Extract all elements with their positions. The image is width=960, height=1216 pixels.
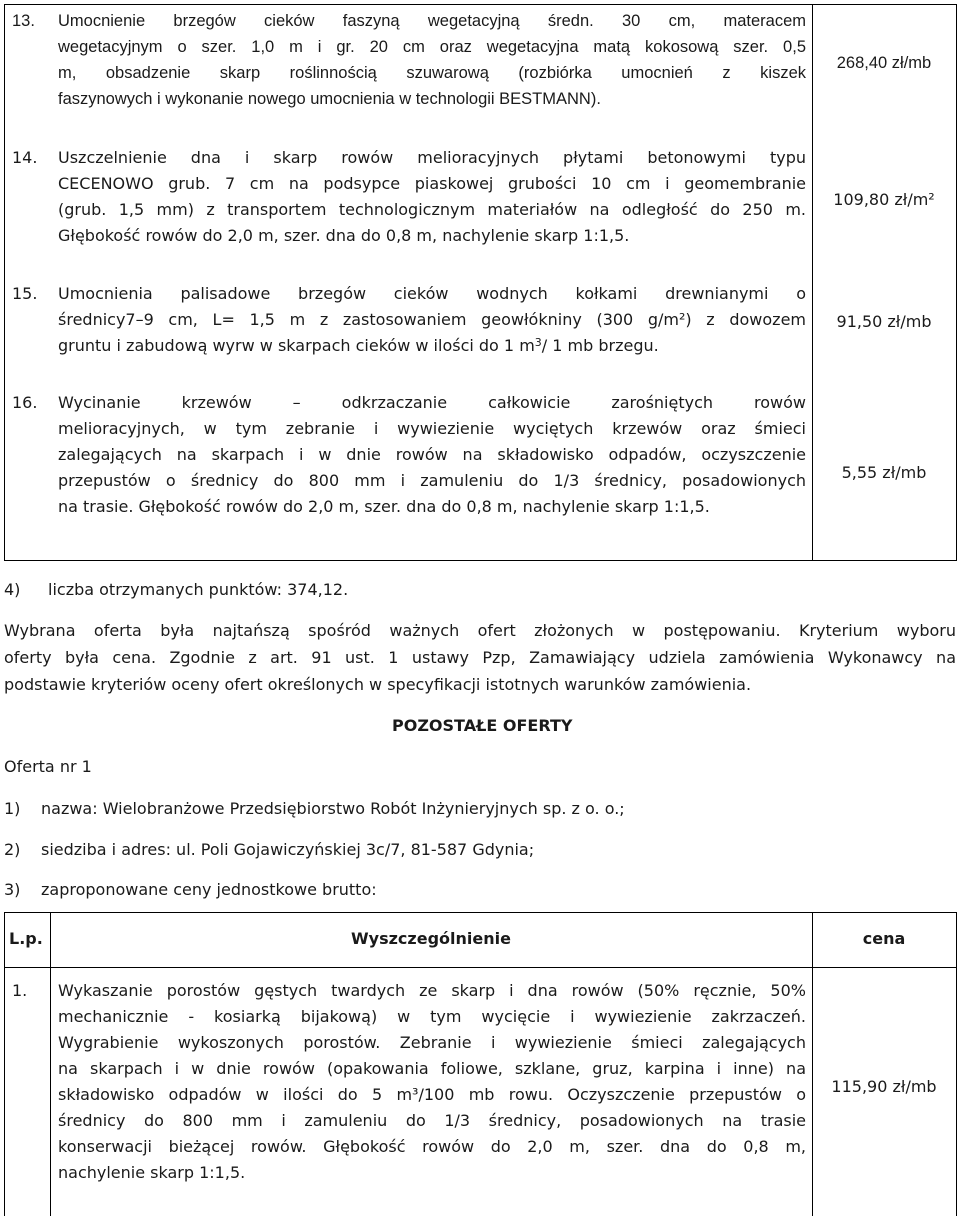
table-header-divider — [4, 967, 957, 968]
table-border-left — [4, 4, 5, 561]
column-header-price: cena — [862, 929, 906, 948]
table-border-top — [4, 4, 957, 5]
row-description: Uszczelnienie dna i skarp rowów melioracyjnych płytami betonowymi typu CECENOWO grub. 7 cm na podsypce piaskowej grubości 10 cm i geomembranie (grub. 1,5 mm) z transportem technologicznym materiałów na odległość do 250 m. Głębokość rowów do 2,0 m, szer. dna do 0,8 m, nachylenie skarp 1:1,5. — [58, 148, 806, 245]
section-title: POZOSTAŁE OFERTY — [392, 716, 573, 735]
row-description: Wycinanie krzewów – odkrzaczanie całkowicie zarośniętych rowów melioracyjnych, w tym zebranie i wywiezienie wyciętych krzewów oraz śmieci zalegających na skarpach i w dnie rowów na składowisko odpadów, oczyszczenie przepustów o średnicy do 800 mm i zamuleniu do 1/3 średnicy, posadowionych na trasie. Głębokość rowów do 2,0 m, szer. dna do 0,8 m, nachylenie skarp 1:1,5. — [58, 393, 806, 516]
points-number: 4) — [4, 580, 21, 599]
row-number: 1. — [12, 981, 28, 1000]
row-description: Wykaszanie porostów gęstych twardych ze skarp i dna rowów (50% ręcznie, 50% mechanicznie - kosiarką bijakową) w tym wycięcie i wywiezienie zakrzaczeń. Wygrabienie wykoszonych porostów. Zebranie i wywiezienie śmieci zalegających na skarpach i w dnie rowów (opakowania foliowe, szklane, gruz, karpina i inne) na składowisko odpadów w ilości do 5 m³/100 mb rowu. Oczyszczenie przepustów o średnicy do 800 mm i zamuleniu do 1/3 średnicy, posadowionych na trasie konserwacji bieżącej rowów. Głębokość rowów do 2,0 m, szer. dna do 0,8 m, nachylenie skarp 1:1,5. — [58, 981, 806, 1182]
selection-paragraph — [4, 617, 956, 698]
row-number: 15. — [12, 284, 38, 303]
row-description: Umocnienie brzegów cieków faszyną wegetacyjną średn. 30 cm, materacem wegetacyjnym o szer. 1,0 m i gr. 20 cm oraz wegetacyjna matą kokosową szer. 0,5 m, obsadzenie skarp roślinnością szuwarową (rozbiórka umocnień z kiszek faszynowych i wykonanie nowego umocnienia w technologii BESTMANN). — [58, 12, 806, 108]
row-price: 5,55 zł/mb — [841, 463, 927, 482]
list-item-text: nazwa: Wielobranżowe Przedsiębiorstwo Robót Inżynieryjnych sp. z o. o.; — [41, 799, 625, 818]
table-border-left — [4, 912, 5, 1216]
row-number: 14. — [12, 148, 38, 167]
row-description: Umocnienia palisadowe brzegów cieków wodnych kołkami drewnianymi o średnicy7–9 cm, L= 1,5 m z zastosowaniem geowłókniny (300 g/m²) z dowozem gruntu i zabudową wyrw w skarpach cieków w ilości do 1 $m^3/$ 1 mb brzegu. — [58, 284, 806, 355]
list-item-number: 2) — [4, 840, 21, 859]
paragraph-line: podstawie kryteriów oceny ofert określonych w specyfikacji istotnych warunków zamówienia. — [4, 675, 752, 694]
list-item-number: 1) — [4, 799, 21, 818]
column-header-description: Wyszczególnienie — [351, 929, 511, 948]
points-text: liczba otrzymanych punktów: 374,12. — [48, 580, 349, 599]
list-item-text: zaproponowane ceny jednostkowe brutto: — [41, 880, 377, 899]
offer-label: Oferta nr 1 — [4, 757, 92, 776]
table-border-right — [956, 912, 957, 1216]
paragraph-line: oferty była cena. Zgodnie z art. 91 ust. 1 ustawy Pzp, Zamawiający udziela zamówienia Wykonawcy na — [4, 648, 956, 667]
table-border-top — [4, 912, 957, 913]
row-price: 109,80 zł/m² — [833, 190, 935, 209]
paragraph-line: Wybrana oferta była najtańszą spośród ważnych ofert złożonych w postępowaniu. Kryterium wyboru — [4, 621, 956, 640]
row-price: 268,40 zł/mb — [836, 54, 932, 72]
list-item-text: siedziba i adres: ul. Poli Gojawiczyńskiej 3c/7, 81-587 Gdynia; — [41, 840, 535, 859]
row-number: 16. — [12, 393, 38, 412]
list-item-number: 3) — [4, 880, 21, 899]
table-border-right — [956, 4, 957, 561]
table-column-divider — [812, 912, 813, 1216]
column-header-lp: L.p. — [9, 929, 43, 948]
row-number: 13. — [12, 12, 35, 30]
row-price: 115,90 zł/mb — [831, 1077, 937, 1096]
row-price: 91,50 zł/mb — [836, 312, 932, 331]
table-column-divider — [50, 912, 51, 1216]
table-border-bottom — [4, 560, 957, 561]
